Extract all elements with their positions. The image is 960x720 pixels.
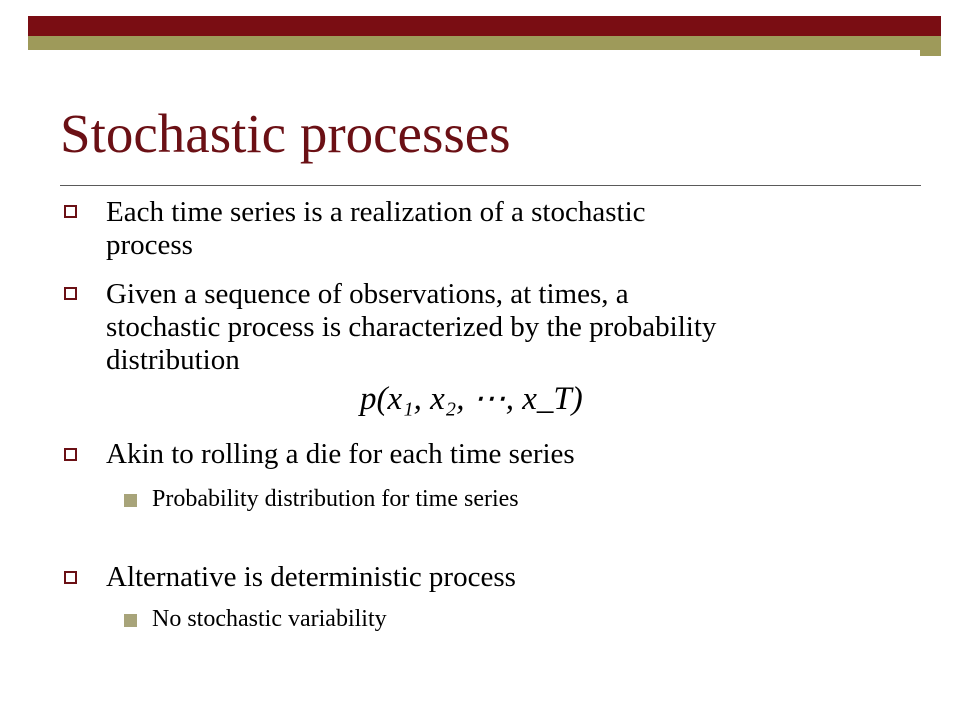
- header-bar-dark: [28, 16, 920, 36]
- bullet-3-line-1: Akin to rolling a die for each time series: [106, 438, 575, 470]
- bullet-2-line-2: stochastic process is characterized by the probability: [106, 311, 717, 343]
- bullet-4-sub: No stochastic variability: [152, 606, 387, 632]
- bullet-1-line-1: Each time series is a realization of a stochastic: [106, 196, 646, 228]
- bullet-3-sub: Probability distribution for time series: [152, 486, 519, 512]
- bullet-1-line-2: process: [106, 229, 193, 261]
- bullet-4: [106, 561, 516, 594]
- bullet-1: [106, 196, 646, 262]
- header-bar-light: [28, 36, 920, 50]
- title-divider: [60, 185, 921, 186]
- filled-square-icon: [124, 614, 137, 627]
- hollow-square-icon: [64, 205, 77, 218]
- bullet-2: [106, 278, 716, 377]
- hollow-square-icon: [64, 448, 77, 461]
- probability-formula: [360, 378, 583, 418]
- hollow-square-icon: [64, 287, 77, 300]
- bullet-2-line-1: Given a sequence of observations, at times, a: [106, 278, 629, 310]
- formula-text: p(x₁, x₂, ⋯, x_T): [360, 381, 583, 417]
- bullet-4-line-1: Alternative is deterministic process: [106, 561, 516, 593]
- filled-square-icon: [124, 494, 137, 507]
- hollow-square-icon: [64, 571, 77, 584]
- slide-title: Stochastic processes: [60, 103, 511, 164]
- header-square-dark: [920, 16, 941, 36]
- header-square-light: [920, 36, 941, 56]
- bullet-3: [106, 438, 575, 471]
- bullet-2-line-3: distribution: [106, 344, 240, 376]
